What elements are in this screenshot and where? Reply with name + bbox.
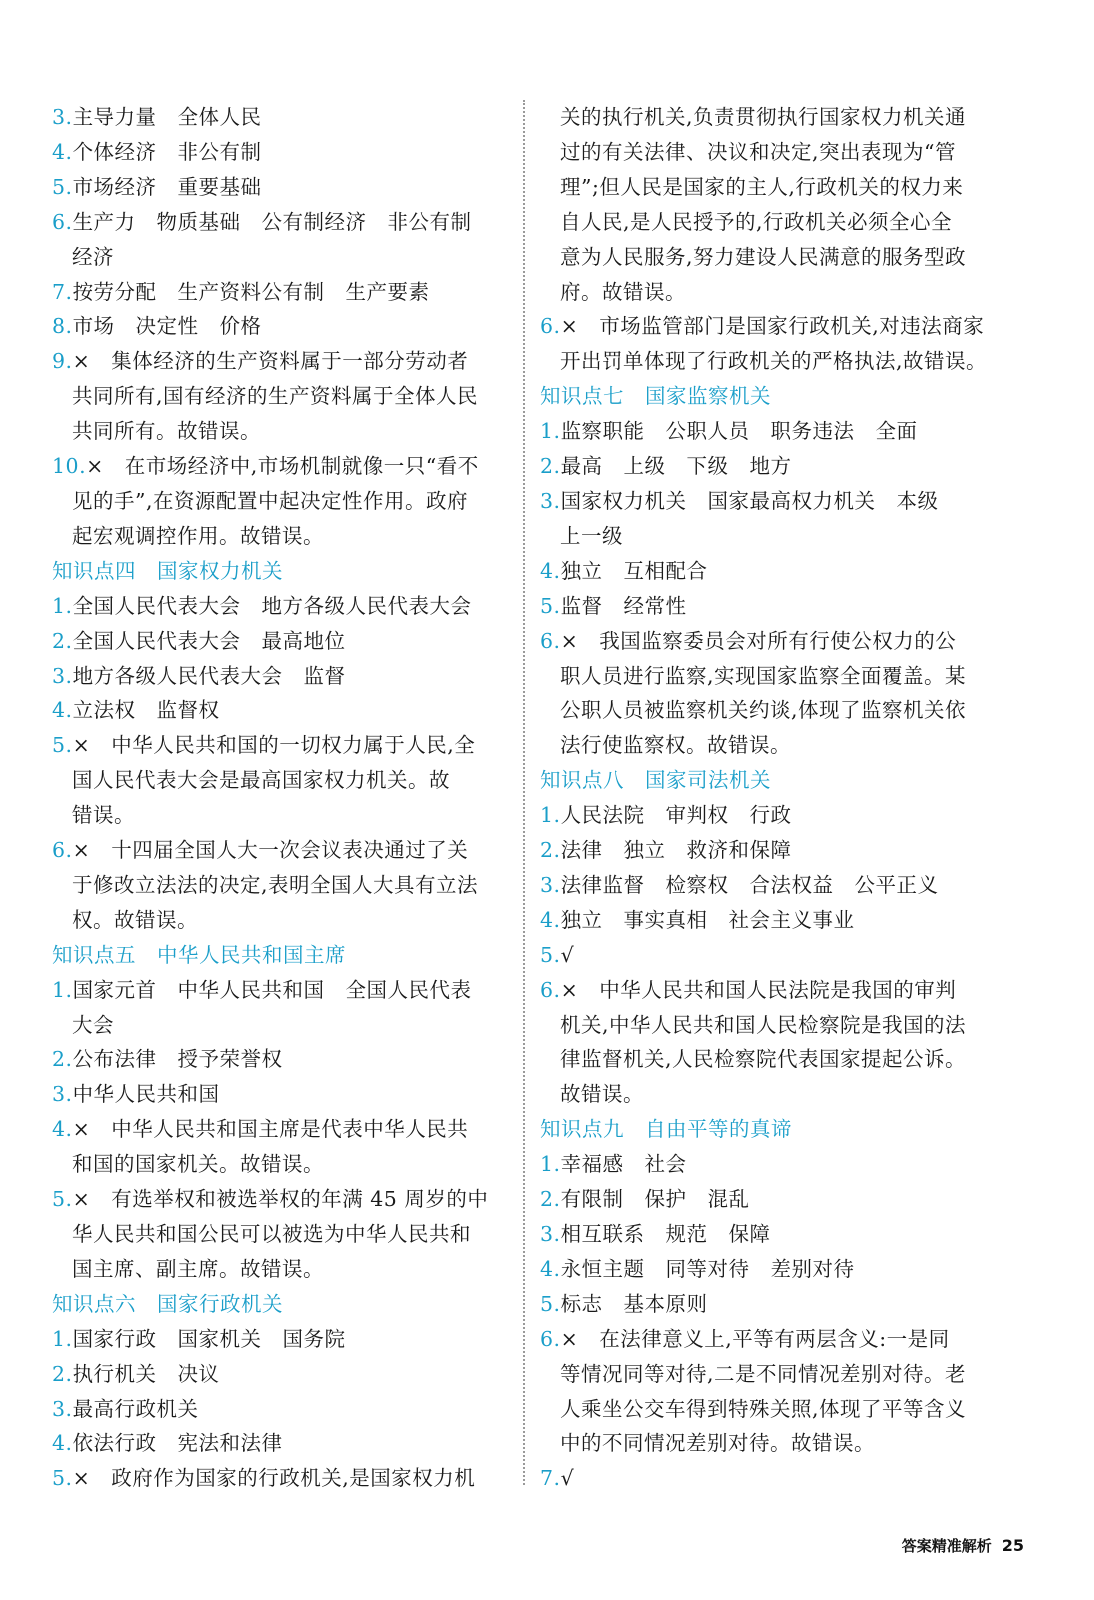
answer-line: [540, 1426, 995, 1461]
answer-line: [540, 1357, 995, 1392]
item-number: 6.: [540, 628, 561, 653]
answer-text: 律监督机关,人民检察院代表国家提起公诉。: [560, 1047, 967, 1072]
item-number: 3.: [540, 488, 561, 513]
item-number: 2.: [52, 1361, 73, 1386]
item-number: 5.: [52, 733, 73, 758]
answer-line: [52, 973, 507, 1008]
item-number: 5.: [540, 593, 561, 618]
answer-line: [52, 693, 507, 728]
item-number: 1.: [540, 419, 561, 444]
answer-line: [52, 170, 507, 205]
answer-line: [540, 1322, 995, 1357]
answer-text: 见的手”,在资源配置中起决定性作用。政府: [72, 488, 468, 513]
answer-line: [52, 484, 507, 519]
answer-line: [52, 624, 507, 659]
answer-text: 中的不同情况差别对待。故错误。: [560, 1431, 875, 1456]
answer-line: [52, 379, 507, 414]
answer-line: [52, 1112, 507, 1147]
item-number: 2.: [540, 838, 561, 863]
answer-text: 和国的国家机关。故错误。: [72, 1152, 324, 1177]
item-number: 1.: [540, 803, 561, 828]
answer-text: × 市场监管部门是国家行政机关,对违法商家: [560, 314, 985, 339]
answer-line: [540, 275, 995, 310]
answer-line: [52, 100, 507, 135]
answer-text: 大会: [72, 1012, 114, 1037]
answer-line: [52, 1217, 507, 1252]
answer-text: 公职人员被监察机关约谈,体现了监察机关依: [560, 698, 967, 723]
answer-text: 独立 事实真相 社会主义事业: [560, 907, 855, 932]
answer-line: [52, 1147, 507, 1182]
answer-text: 上一级: [560, 523, 623, 548]
answer-text: 意为人民服务,努力建设人民满意的服务型政: [560, 244, 967, 269]
answer-text: 自人民,是人民授予的,行政机关必须全心全: [560, 209, 953, 234]
answer-line: [52, 344, 507, 379]
answer-text: 起宏观调控作用。故错误。: [72, 523, 324, 548]
answer-text: 立法权 监督权: [72, 698, 220, 723]
item-number: 10.: [52, 454, 87, 479]
answer-line: [540, 484, 995, 519]
answer-text: 个体经济 非公有制: [72, 139, 262, 164]
answer-line: [52, 763, 507, 798]
answer-line: [52, 519, 507, 554]
answer-line: [52, 205, 507, 240]
item-number: 7.: [540, 1466, 561, 1491]
section-heading: 知识点五 中华人民共和国主席: [52, 942, 346, 967]
item-number: 8.: [52, 314, 73, 339]
answer-line: [52, 868, 507, 903]
answer-line: [540, 205, 995, 240]
answer-line: [540, 170, 995, 205]
answer-text: 国主席、副主席。故错误。: [72, 1256, 324, 1281]
column-divider: [523, 100, 525, 1485]
item-number: 1.: [540, 1152, 561, 1177]
answer-line: [52, 1182, 507, 1217]
answer-line: [540, 1182, 995, 1217]
answer-text: × 在市场经济中,市场机制就像一只“看不: [86, 454, 479, 479]
answer-text: 职人员进行监察,实现国家监察全面覆盖。某: [560, 663, 967, 688]
answer-line: [540, 798, 995, 833]
item-number: 4.: [52, 139, 73, 164]
answer-line: [52, 240, 507, 275]
item-number: 5.: [52, 174, 73, 199]
answer-line: [540, 1461, 995, 1496]
item-number: 4.: [52, 1431, 73, 1456]
answer-text: 法行使监察权。故错误。: [560, 733, 791, 758]
answer-text: 有限制 保护 混乱: [560, 1187, 750, 1212]
answer-line: [540, 693, 995, 728]
section-heading: 知识点四 国家权力机关: [52, 558, 283, 583]
answer-line: [52, 1322, 507, 1357]
answer-text: 市场 决定性 价格: [72, 314, 262, 339]
answer-line: [52, 659, 507, 694]
answer-text: 生产力 物质基础 公有制经济 非公有制: [72, 209, 472, 234]
answer-text: 幸福感 社会: [560, 1152, 687, 1177]
answer-text: √: [560, 1466, 575, 1491]
answer-text: 监督 经常性: [560, 593, 687, 618]
answer-text: 全国人民代表大会 地方各级人民代表大会: [72, 593, 472, 618]
item-number: 6.: [52, 838, 73, 863]
answer-text: 开出罚单体现了行政机关的严格执法,故错误。: [560, 349, 988, 374]
answer-text: 理”;但人民是国家的主人,行政机关的权力来: [560, 174, 964, 199]
answer-text: 国家行政 国家机关 国务院: [72, 1326, 346, 1351]
answer-line: [540, 1287, 995, 1322]
answer-line: [540, 938, 995, 973]
item-number: 1.: [52, 593, 73, 618]
item-number: 5.: [540, 1291, 561, 1316]
answer-text: √: [560, 942, 575, 967]
answer-text: 独立 互相配合: [560, 558, 708, 583]
answer-line: [540, 100, 995, 135]
answer-text: × 集体经济的生产资料属于一部分劳动者: [72, 349, 469, 374]
answer-line: [540, 973, 995, 1008]
answer-line: [540, 240, 995, 275]
answer-text: 最高 上级 下级 地方: [560, 454, 792, 479]
answer-line: [540, 1008, 995, 1043]
page-footer: [902, 1535, 1024, 1556]
answer-line: [540, 1077, 995, 1112]
answer-line: [540, 728, 995, 763]
answer-line: [52, 903, 507, 938]
answer-line: [52, 414, 507, 449]
answer-text: 经济: [72, 244, 114, 269]
answer-text: 国家元首 中华人民共和国 全国人民代表: [72, 977, 472, 1002]
answer-line: [540, 414, 995, 449]
answer-line: [540, 309, 995, 344]
item-number: 5.: [52, 1466, 73, 1491]
answer-line: [52, 1252, 507, 1287]
answer-line: [52, 1042, 507, 1077]
item-number: 7.: [52, 279, 73, 304]
answer-text: 故错误。: [560, 1082, 644, 1107]
answer-text: 最高行政机关: [72, 1396, 199, 1421]
answer-line: [52, 833, 507, 868]
right-column: [540, 100, 995, 1496]
answer-line: [540, 833, 995, 868]
answer-text: 法律监督 检察权 合法权益 公平正义: [560, 872, 939, 897]
item-number: 4.: [540, 1256, 561, 1281]
answer-line: [52, 1392, 507, 1427]
answer-line: [540, 1392, 995, 1427]
answer-text: 机关,中华人民共和国人民检察院是我国的法: [560, 1012, 967, 1037]
answer-line: [52, 275, 507, 310]
answer-text: × 中华人民共和国主席是代表中华人民共: [72, 1117, 469, 1142]
answer-line: [540, 1252, 995, 1287]
answer-text: 监察职能 公职人员 职务违法 全面: [560, 419, 918, 444]
answer-line: [52, 1077, 507, 1112]
answer-text: 关的执行机关,负责贯彻执行国家权力机关通: [560, 105, 967, 129]
answer-line: [540, 1042, 995, 1077]
answer-line: [540, 344, 995, 379]
answer-text: 执行机关 决议: [72, 1361, 220, 1386]
section-heading: 知识点九 自由平等的真谛: [540, 1117, 792, 1142]
answer-text: 按劳分配 生产资料公有制 生产要素: [72, 279, 430, 304]
left-column: [52, 100, 507, 1496]
item-number: 3.: [52, 663, 73, 688]
item-number: 4.: [52, 698, 73, 723]
answer-text: 等情况同等对待,二是不同情况差别对待。老: [560, 1361, 967, 1386]
item-number: 3.: [52, 105, 73, 129]
item-number: 6.: [540, 977, 561, 1002]
item-number: 1.: [52, 1326, 73, 1351]
answer-text: × 十四届全国人大一次会议表决通过了关: [72, 838, 469, 863]
item-number: 1.: [52, 977, 73, 1002]
answer-text: 错误。: [72, 803, 135, 828]
answer-line: [540, 135, 995, 170]
item-number: 6.: [540, 1326, 561, 1351]
answer-line: [52, 449, 507, 484]
answer-text: × 中华人民共和国人民法院是我国的审判: [560, 977, 957, 1002]
answer-text: 国家权力机关 国家最高权力机关 本级: [560, 488, 939, 513]
answer-text: 华人民共和国公民可以被选为中华人民共和: [72, 1222, 471, 1246]
item-number: 2.: [52, 1047, 73, 1072]
item-number: 4.: [540, 558, 561, 583]
answer-text: 国人民代表大会是最高国家权力机关。故: [72, 768, 450, 793]
answer-line: [540, 659, 995, 694]
answer-text: 相互联系 规范 保障: [560, 1222, 771, 1246]
answer-text: 于修改立法法的决定,表明全国人大具有立法: [72, 872, 479, 897]
answer-line: [540, 449, 995, 484]
answer-text: 共同所有。故错误。: [72, 419, 261, 444]
answer-line: [540, 519, 995, 554]
answer-line: [540, 589, 995, 624]
answer-text: 地方各级人民代表大会 监督: [72, 663, 346, 688]
answer-text: × 中华人民共和国的一切权力属于人民,全: [72, 733, 476, 758]
answer-text: 府。故错误。: [560, 279, 686, 304]
answer-text: × 我国监察委员会对所有行使公权力的公: [560, 628, 957, 653]
answer-line: [52, 135, 507, 170]
answer-line: [540, 624, 995, 659]
answer-line: [52, 1461, 507, 1496]
page-number: 25: [1001, 1536, 1024, 1555]
answer-line: [52, 798, 507, 833]
answer-text: 人民法院 审判权 行政: [560, 803, 792, 828]
answer-line: [540, 868, 995, 903]
answer-text: 永恒主题 同等对待 差别对待: [560, 1256, 855, 1281]
answer-text: 共同所有,国有经济的生产资料属于全体人民: [72, 384, 479, 409]
item-number: 9.: [52, 349, 73, 374]
answer-line: [52, 1426, 507, 1461]
answer-line: [52, 1357, 507, 1392]
answer-text: 人乘坐公交车得到特殊关照,体现了平等含义: [560, 1396, 967, 1421]
item-number: 6.: [540, 314, 561, 339]
item-number: 4.: [540, 907, 561, 932]
section-heading: 知识点八 国家司法机关: [540, 768, 771, 793]
answer-line: [540, 554, 995, 589]
footer-label: 答案精准解析: [901, 1537, 992, 1555]
item-number: 4.: [52, 1117, 73, 1142]
answer-text: 主导力量 全体人民: [72, 105, 262, 129]
item-number: 6.: [52, 209, 73, 234]
answer-line: [540, 1147, 995, 1182]
answer-line: [540, 1217, 995, 1252]
item-number: 2.: [540, 1187, 561, 1212]
answer-text: × 有选举权和被选举权的年满 45 周岁的中: [72, 1187, 489, 1212]
answer-line: [52, 728, 507, 763]
answer-text: 权。故错误。: [72, 907, 198, 932]
answer-text: × 在法律意义上,平等有两层含义:一是同: [560, 1326, 950, 1351]
answer-line: [540, 903, 995, 938]
answer-text: 标志 基本原则: [560, 1291, 708, 1316]
answer-line: [52, 589, 507, 624]
item-number: 3.: [540, 1222, 561, 1246]
item-number: 5.: [540, 942, 561, 967]
answer-text: 依法行政 宪法和法律: [72, 1431, 283, 1456]
answer-text: 法律 独立 救济和保障: [560, 838, 792, 863]
answer-text: 公布法律 授予荣誉权: [72, 1047, 283, 1072]
answer-line: [52, 309, 507, 344]
answer-text: 中华人民共和国: [72, 1082, 220, 1107]
item-number: 3.: [540, 872, 561, 897]
section-heading: 知识点六 国家行政机关: [52, 1291, 283, 1316]
item-number: 2.: [52, 628, 73, 653]
answer-text: 市场经济 重要基础: [72, 174, 262, 199]
answer-line: [52, 1008, 507, 1043]
section-heading: 知识点七 国家监察机关: [540, 384, 771, 409]
item-number: 5.: [52, 1187, 73, 1212]
answer-text: × 政府作为国家的行政机关,是国家权力机: [72, 1466, 476, 1491]
item-number: 2.: [540, 454, 561, 479]
answer-text: 过的有关法律、决议和决定,突出表现为“管: [560, 139, 956, 164]
item-number: 3.: [52, 1396, 73, 1421]
item-number: 3.: [52, 1082, 73, 1107]
answer-text: 全国人民代表大会 最高地位: [72, 628, 346, 653]
